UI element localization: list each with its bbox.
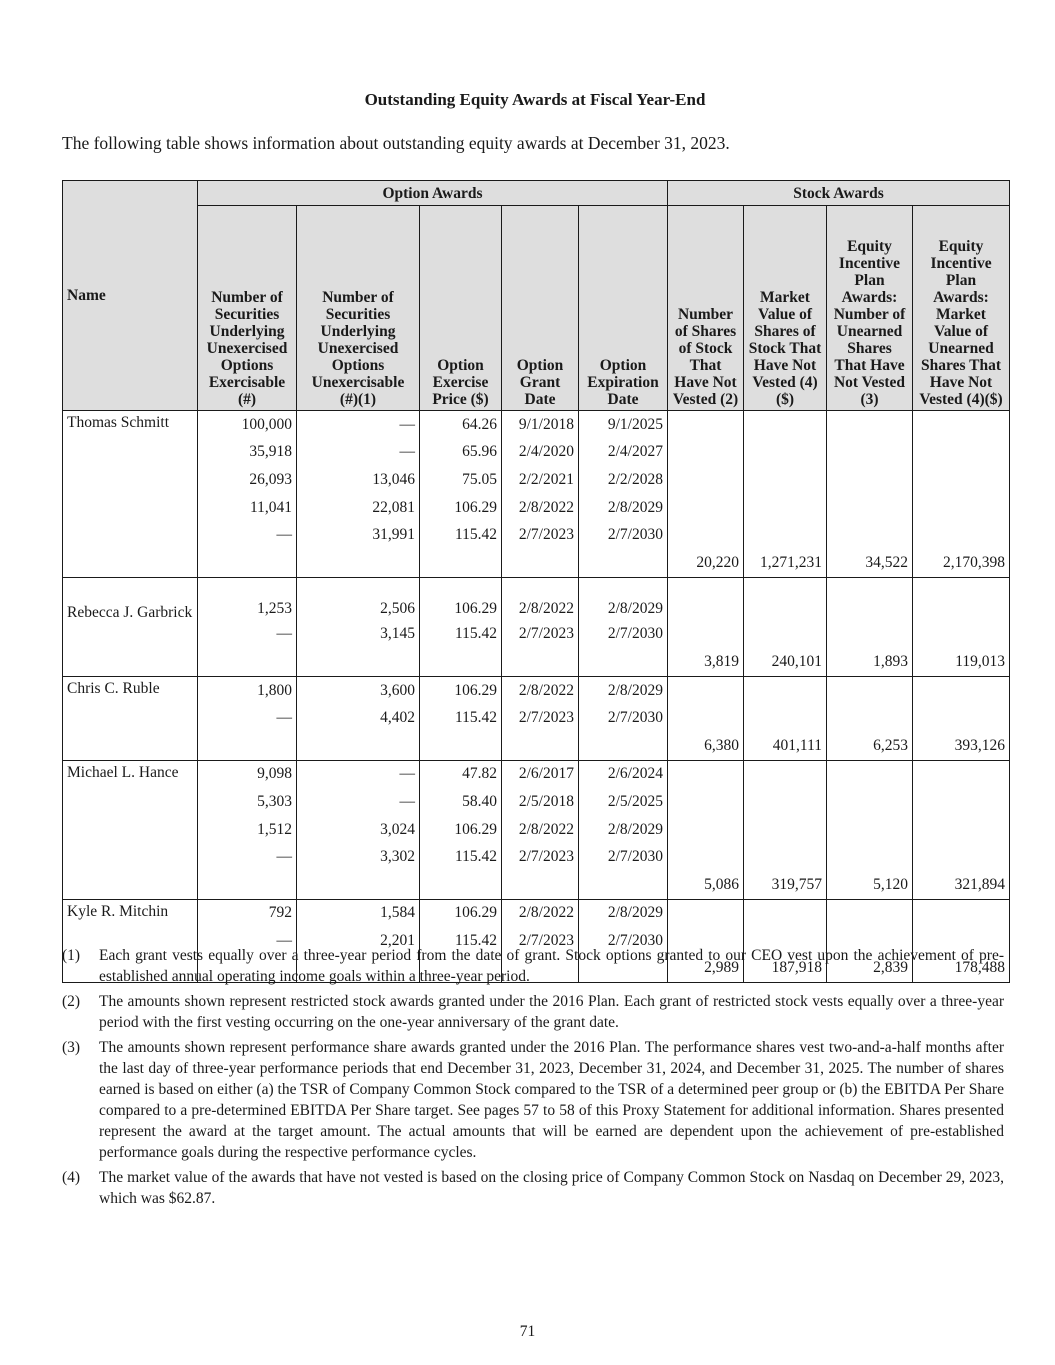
footnote-text: The amounts shown represent restricted stock awards granted under the 2016 Plan. Each grant of restricted stock vests equally over a three-year period with the first vesting occurring on the one-year anniversary of the grant date. — [99, 993, 1004, 1031]
table-cell — [913, 439, 1010, 467]
table-cell: 2/5/2025 — [579, 788, 668, 816]
footnote-number: (4) — [62, 1169, 81, 1186]
table-cell: 106.29 — [420, 816, 502, 844]
table-cell — [827, 676, 913, 704]
table-cell: — — [198, 704, 297, 732]
table-cell: 2/7/2023 — [502, 704, 579, 732]
table-cell: 1,584 — [297, 899, 420, 927]
table-cell — [913, 788, 1010, 816]
table-cell: 6,380 — [668, 732, 744, 760]
table-cell: 319,757 — [744, 871, 827, 899]
table-cell: — — [297, 760, 420, 788]
table-cell: 9,098 — [198, 760, 297, 788]
table-cell: — — [198, 843, 297, 871]
table-cell: 58.40 — [420, 788, 502, 816]
table-cell: 6,253 — [827, 732, 913, 760]
table-cell — [420, 549, 502, 577]
table-cell: 240,101 — [744, 648, 827, 676]
table-cell: 2/2/2028 — [579, 466, 668, 494]
table-row — [63, 788, 1010, 816]
table-cell: 3,024 — [297, 816, 420, 844]
table-cell: 2/8/2022 — [502, 676, 579, 704]
cell-name — [63, 439, 198, 467]
cell-name — [63, 621, 198, 649]
table-cell — [827, 621, 913, 649]
table-cell — [579, 732, 668, 760]
table-cell: 9/1/2018 — [502, 411, 579, 439]
table-cell — [668, 899, 744, 927]
table-cell — [913, 411, 1010, 439]
table-cell: 1,512 — [198, 816, 297, 844]
table-cell: 5,303 — [198, 788, 297, 816]
table-cell: 792 — [198, 899, 297, 927]
table-cell — [827, 577, 913, 621]
table-cell — [744, 843, 827, 871]
table-cell — [744, 577, 827, 621]
footnote-text: The market value of the awards that have not vested is based on the closing price of Company Common Stock on Nasdaq on December 29, 2023, which was $62.87. — [99, 1169, 1004, 1207]
table-row — [63, 577, 1010, 621]
table-cell: 3,145 — [297, 621, 420, 649]
table-cell: 2/7/2030 — [579, 843, 668, 871]
table-cell: 47.82 — [420, 760, 502, 788]
page-number: 71 — [519, 1323, 536, 1340]
footnote-number: (2) — [62, 993, 81, 1010]
table-cell: — — [297, 788, 420, 816]
table-cell: 20,220 — [668, 549, 744, 577]
table-cell: 2/2/2021 — [502, 466, 579, 494]
table-row — [63, 704, 1010, 732]
table-cell: 2/7/2030 — [579, 621, 668, 649]
col-header-unvested-shares: Number of Shares of Stock That Have Not Vested (2) — [668, 206, 744, 411]
table-cell — [827, 521, 913, 549]
table-cell — [827, 466, 913, 494]
table-cell: 106.29 — [420, 899, 502, 927]
table-cell — [420, 648, 502, 676]
table-cell: 1,893 — [827, 648, 913, 676]
table-cell — [827, 494, 913, 522]
table-cell: 178,488 — [913, 955, 1010, 983]
table-cell: 321,894 — [913, 871, 1010, 899]
table-cell — [579, 549, 668, 577]
col-header-expiration-date: Option Expiration Date — [579, 206, 668, 411]
table-cell: 26,093 — [198, 466, 297, 494]
table-cell — [668, 577, 744, 621]
table-cell — [668, 621, 744, 649]
table-cell: 2/4/2020 — [502, 439, 579, 467]
cell-name: Kyle R. Mitchin — [63, 899, 198, 927]
table-cell — [827, 704, 913, 732]
table-cell — [297, 549, 420, 577]
footnote — [62, 991, 1004, 1033]
table-cell: 1,253 — [198, 577, 297, 621]
cell-name — [63, 494, 198, 522]
cell-name — [63, 843, 198, 871]
table-cell — [827, 439, 913, 467]
table-cell: 1,800 — [198, 676, 297, 704]
table-cell: 2/7/2023 — [502, 843, 579, 871]
table-cell: 9/1/2025 — [579, 411, 668, 439]
footnote — [62, 1167, 1004, 1209]
table-cell — [827, 411, 913, 439]
table-cell — [668, 494, 744, 522]
table-row — [63, 676, 1010, 704]
intro-paragraph: The following table shows information about outstanding equity awards at December 31, 2023. — [62, 133, 730, 153]
table-cell: 2/6/2017 — [502, 760, 579, 788]
table-cell — [913, 676, 1010, 704]
table-cell: 2/8/2022 — [502, 494, 579, 522]
footnote-number: (3) — [62, 1039, 81, 1056]
table-cell: 2/7/2030 — [579, 521, 668, 549]
table-cell — [744, 411, 827, 439]
table-cell — [668, 439, 744, 467]
table-cell — [198, 648, 297, 676]
col-header-unearned-shares: Equity Incentive Plan Awards: Number of Unearned Shares That Have Not Vested (3) — [827, 206, 913, 411]
table-cell — [668, 788, 744, 816]
table-cell: 4,402 — [297, 704, 420, 732]
table-cell: 2/8/2022 — [502, 577, 579, 621]
table-cell: 22,081 — [297, 494, 420, 522]
table-cell — [502, 871, 579, 899]
table-row — [63, 732, 1010, 760]
cell-name — [63, 521, 198, 549]
table-cell — [579, 871, 668, 899]
table-cell — [668, 704, 744, 732]
table-cell: 393,126 — [913, 732, 1010, 760]
table-row — [63, 466, 1010, 494]
table-cell: 2/7/2023 — [502, 521, 579, 549]
table-cell: 2,989 — [668, 955, 744, 983]
table-cell: 115.42 — [420, 927, 502, 955]
table-cell: 187,918 — [744, 955, 827, 983]
table-row — [63, 439, 1010, 467]
table-cell: 3,302 — [297, 843, 420, 871]
table-cell: 115.42 — [420, 704, 502, 732]
table-row — [63, 411, 1010, 439]
table-cell: 2/8/2029 — [579, 494, 668, 522]
table-cell: 401,111 — [744, 732, 827, 760]
table-cell — [913, 466, 1010, 494]
table-cell — [744, 521, 827, 549]
table-cell — [579, 648, 668, 676]
table-cell: 106.29 — [420, 676, 502, 704]
table-cell: 2/8/2029 — [579, 899, 668, 927]
table-cell — [913, 843, 1010, 871]
table-cell — [198, 549, 297, 577]
table-cell: 34,522 — [827, 549, 913, 577]
table-cell — [827, 816, 913, 844]
cell-name — [63, 871, 198, 899]
cell-name — [63, 788, 198, 816]
table-cell — [744, 816, 827, 844]
table-cell: 115.42 — [420, 621, 502, 649]
table-cell — [668, 816, 744, 844]
table-cell — [744, 621, 827, 649]
table-cell — [744, 760, 827, 788]
col-header-exercise-price: Option Exercise Price ($) — [420, 206, 502, 411]
table-cell — [913, 577, 1010, 621]
table-cell: 119,013 — [913, 648, 1010, 676]
table-cell — [502, 549, 579, 577]
table-cell: 2/7/2030 — [579, 704, 668, 732]
table-cell — [744, 676, 827, 704]
cell-name — [63, 704, 198, 732]
table-cell: 2,201 — [297, 927, 420, 955]
col-header-name: Name — [63, 181, 198, 411]
table-row — [63, 549, 1010, 577]
footnote-number: (1) — [62, 947, 81, 964]
table-cell: 2/7/2023 — [502, 621, 579, 649]
table-cell — [297, 648, 420, 676]
table-cell — [668, 760, 744, 788]
group-header-stock-awards: Stock Awards — [668, 181, 1010, 206]
col-header-exercisable: Number of Securities Underlying Unexercised Options Exercisable (#) — [198, 206, 297, 411]
table-cell — [198, 732, 297, 760]
table-cell — [913, 899, 1010, 927]
table-cell — [744, 788, 827, 816]
cell-name — [63, 466, 198, 494]
cell-name — [63, 816, 198, 844]
table-cell — [744, 704, 827, 732]
table-cell: 75.05 — [420, 466, 502, 494]
table-cell — [744, 494, 827, 522]
table-cell — [913, 760, 1010, 788]
table-cell: 1,271,231 — [744, 549, 827, 577]
footnote — [62, 945, 1004, 987]
cell-name: Thomas Schmitt — [63, 411, 198, 439]
table-cell: 5,086 — [668, 871, 744, 899]
table-cell: 2,506 — [297, 577, 420, 621]
table-cell: 2/8/2022 — [502, 816, 579, 844]
table-cell — [420, 732, 502, 760]
table-cell: 2/7/2023 — [502, 927, 579, 955]
table-cell: 2/6/2024 — [579, 760, 668, 788]
table-cell: 2/4/2027 — [579, 439, 668, 467]
table-cell: 2,839 — [827, 955, 913, 983]
table-cell: 2/8/2029 — [579, 676, 668, 704]
col-header-unearned-market-value: Equity Incentive Plan Awards: Market Value of Unearned Shares That Have Not Vested (4)($) — [913, 206, 1010, 411]
table-cell — [744, 466, 827, 494]
table-cell — [913, 521, 1010, 549]
table-cell: 106.29 — [420, 494, 502, 522]
table-row — [63, 760, 1010, 788]
table-cell: 2,170,398 — [913, 549, 1010, 577]
table-cell — [827, 843, 913, 871]
table-cell — [913, 494, 1010, 522]
table-cell: 3,600 — [297, 676, 420, 704]
table-row — [63, 494, 1010, 522]
page-heading: Outstanding Equity Awards at Fiscal Year-End — [364, 90, 706, 109]
footnote-text: The amounts shown represent performance share awards granted under the 2016 Plan. The performance shares vest two-and-a-half months after the last day of three-year performance periods that end December 31, 2023, December 31, 2024, and December 31, 2025. The number of shares earned is based on either (a) the TSR of Company Common Stock compared to the TSR of a determined peer group or (b) the EBITDA Per Share compared to a pre-determined EBITDA Per Share target. See pages 57 to 58 of this Proxy Statement for additional information. Shares presented represent the award at the target amount. The actual amounts that will be earned are dependent upon the achievement of pre-established performance goals during the respective performance cycles. — [99, 1039, 1004, 1161]
table-cell: 2/8/2029 — [579, 577, 668, 621]
table-cell — [827, 788, 913, 816]
table-cell: 31,991 — [297, 521, 420, 549]
footnote-text: Each grant vests equally over a three-year period from the date of grant. Stock options granted to our CEO vest upon the achievement of pre-established annual operating income goals within a three-year period. — [99, 947, 1004, 985]
table-cell: — — [297, 439, 420, 467]
cell-name: Rebecca J. Garbrick — [63, 577, 198, 621]
table-cell: 65.96 — [420, 439, 502, 467]
table-cell — [668, 521, 744, 549]
table-cell: 64.26 — [420, 411, 502, 439]
table-cell: 2/8/2029 — [579, 816, 668, 844]
table-row — [63, 843, 1010, 871]
table-cell: — — [297, 411, 420, 439]
table-cell — [420, 871, 502, 899]
table-cell: 2/5/2018 — [502, 788, 579, 816]
group-header-option-awards: Option Awards — [198, 181, 668, 206]
cell-name: Michael L. Hance — [63, 760, 198, 788]
table-cell — [502, 732, 579, 760]
table-row — [63, 899, 1010, 927]
table-row — [63, 871, 1010, 899]
table-cell — [668, 676, 744, 704]
footnote — [62, 1037, 1004, 1163]
col-header-grant-date: Option Grant Date — [502, 206, 579, 411]
table-cell: — — [198, 521, 297, 549]
table-cell: 115.42 — [420, 843, 502, 871]
table-cell: 11,041 — [198, 494, 297, 522]
table-cell: 35,918 — [198, 439, 297, 467]
table-cell — [744, 899, 827, 927]
table-cell — [827, 899, 913, 927]
table-cell: 13,046 — [297, 466, 420, 494]
table-cell — [913, 816, 1010, 844]
table-cell — [297, 871, 420, 899]
cell-name: Chris C. Ruble — [63, 676, 198, 704]
table-cell: — — [198, 621, 297, 649]
table-cell — [744, 439, 827, 467]
cell-name — [63, 549, 198, 577]
table-cell: 115.42 — [420, 521, 502, 549]
equity-awards-table — [62, 180, 1010, 983]
table-cell — [827, 760, 913, 788]
table-cell: 3,819 — [668, 648, 744, 676]
table-cell: 100,000 — [198, 411, 297, 439]
table-cell — [297, 732, 420, 760]
table-cell — [502, 648, 579, 676]
cell-name — [63, 648, 198, 676]
table-cell — [668, 466, 744, 494]
table-row — [63, 816, 1010, 844]
table-cell — [913, 621, 1010, 649]
col-header-unvested-market-value: Market Value of Shares of Stock That Have Not Vested (4)($) — [744, 206, 827, 411]
table-cell: 2/7/2030 — [579, 927, 668, 955]
table-cell: 5,120 — [827, 871, 913, 899]
cell-name — [63, 732, 198, 760]
table-cell — [198, 871, 297, 899]
table-cell: — — [198, 927, 297, 955]
table-cell — [668, 411, 744, 439]
table-cell — [913, 704, 1010, 732]
table-row — [63, 648, 1010, 676]
table-cell — [668, 843, 744, 871]
table-body — [63, 411, 1010, 983]
table-cell: 106.29 — [420, 577, 502, 621]
table-row — [63, 621, 1010, 649]
footnotes — [62, 945, 1004, 1213]
table-cell: 2/8/2022 — [502, 899, 579, 927]
col-header-unexercisable: Number of Securities Underlying Unexercised Options Unexercisable (#)(1) — [297, 206, 420, 411]
table-row — [63, 521, 1010, 549]
